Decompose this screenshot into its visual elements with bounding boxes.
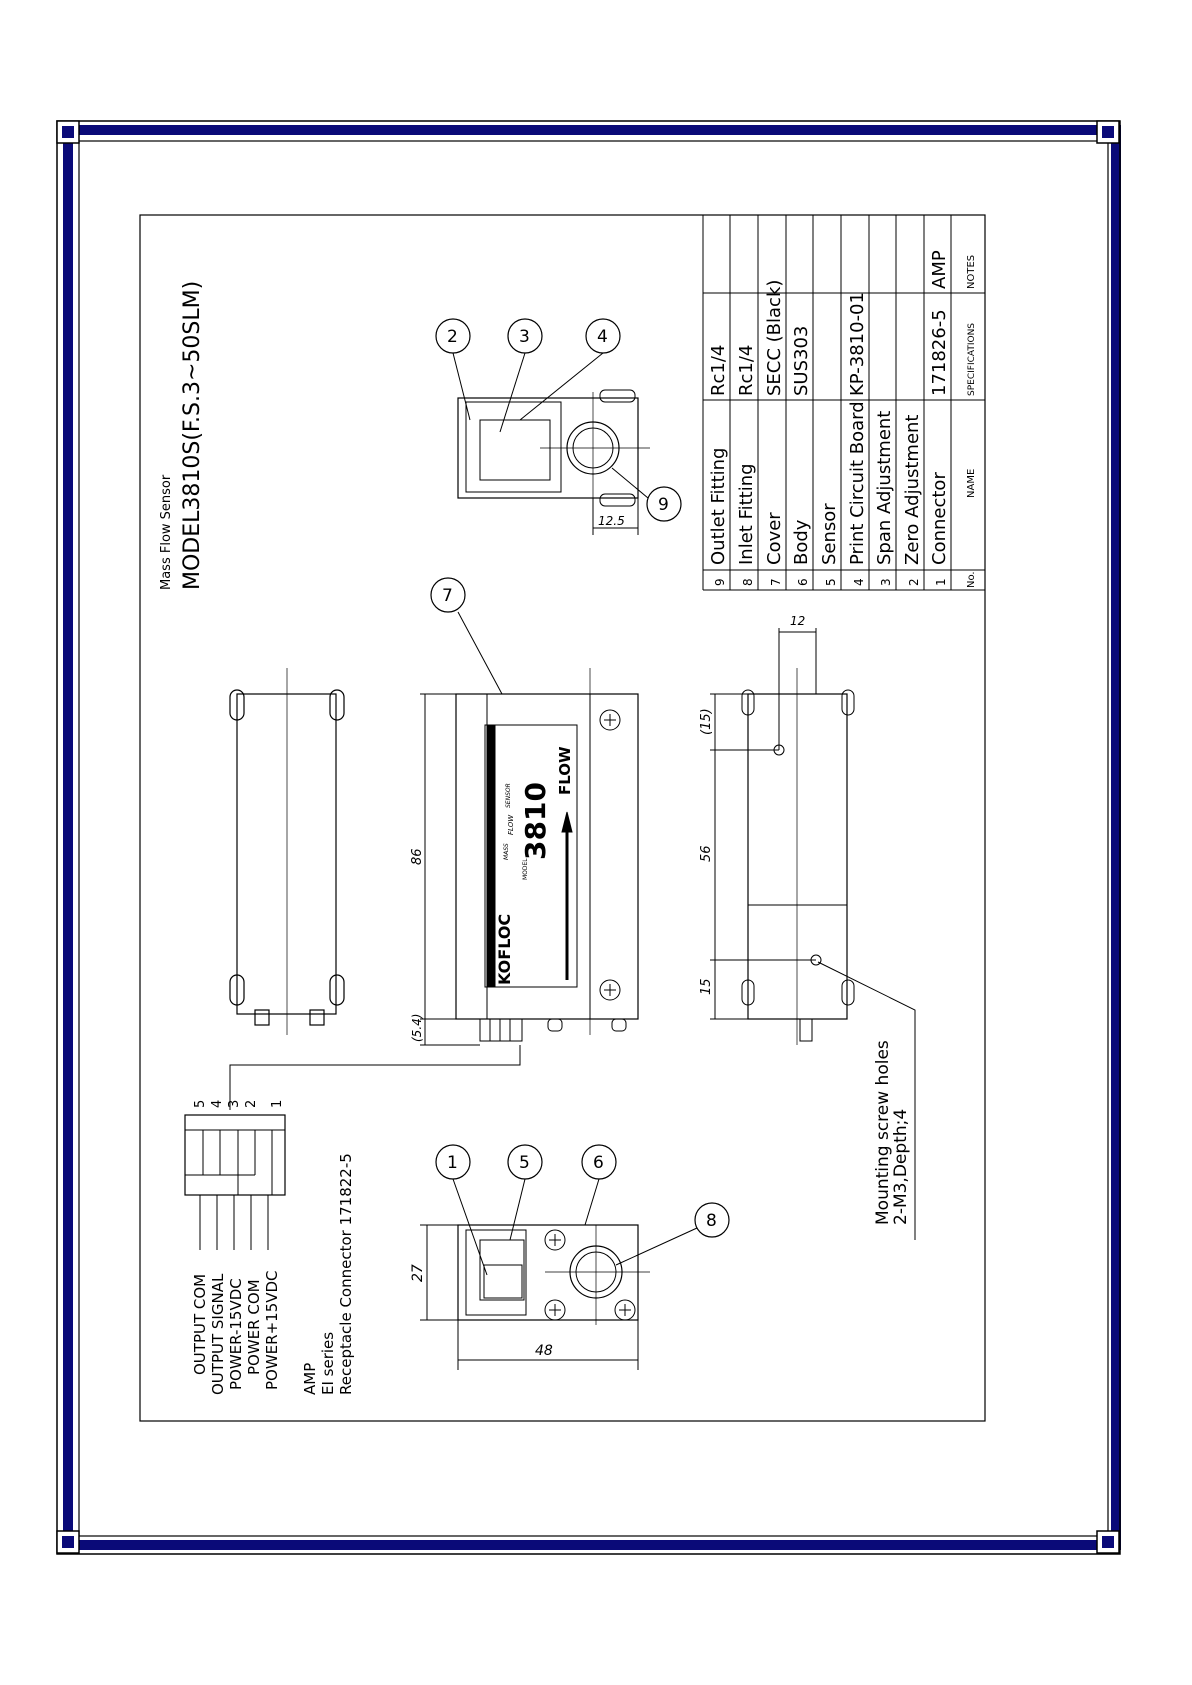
connector-info-series: EI series [319, 1331, 337, 1395]
table-row-name: Span Adjustment [874, 410, 895, 565]
table-row-no: 4 [852, 578, 866, 586]
brand-label-flow: FLOW [507, 814, 515, 835]
table-header-notes-text: NOTES [966, 254, 977, 289]
table-row-name: Sensor [819, 503, 840, 565]
callout-8: 8 [706, 1211, 717, 1231]
table-row-no: 3 [879, 578, 893, 586]
table-row-no: 1 [934, 578, 948, 586]
table-row-no: 2 [907, 578, 921, 586]
flow-label: FLOW [556, 746, 574, 795]
connector-pin-1: 1 [270, 1099, 285, 1108]
callout-1: 1 [447, 1153, 458, 1173]
table-row-no: 8 [741, 578, 755, 586]
table-row-spec: KP-3810-01 [847, 292, 868, 396]
mounting-note-line1: Mounting screw holes [873, 1040, 893, 1225]
table-row-name: Print Circuit Board [847, 401, 868, 565]
table-row-spec: Rc1/4 [736, 344, 757, 396]
mounting-note-line2: 2-M3,Depth;4 [891, 1108, 911, 1225]
signal-power-plus15: POWER+15VDC [263, 1270, 281, 1390]
callout-4: 4 [597, 327, 608, 347]
table-row-name: Connector [929, 472, 950, 565]
dim-12-5-label: 12.5 [598, 514, 625, 528]
connector-pin-4: 4 [210, 1099, 225, 1108]
brand-label-mass: MASS [503, 843, 510, 860]
table-row-spec: SECC (Black) [764, 279, 785, 396]
table-row-no: 5 [824, 578, 838, 586]
table-row-name: Cover [764, 512, 785, 565]
brand-model-number-text: 3810 [519, 782, 552, 860]
table-row-name: Outlet Fitting [708, 447, 729, 565]
title-subtitle-text: Mass Flow Sensor [159, 474, 174, 590]
table-header-name-text: NAME [966, 468, 977, 498]
table-row-spec: Rc1/4 [708, 344, 729, 396]
table-header-spec-text: SPECIFICATIONS [967, 322, 977, 396]
callout-5: 5 [519, 1153, 530, 1173]
connector-pin-2: 2 [244, 1099, 259, 1108]
signal-output-signal: OUTPUT SIGNAL [209, 1273, 227, 1395]
title-model-text: MODEL3810S(F.S.3~50SLM) [180, 280, 205, 590]
signal-power-minus15: POWER-15VDC [227, 1278, 245, 1390]
callouts [431, 319, 729, 1237]
callout-2: 2 [447, 327, 458, 347]
table-row-no: 9 [713, 578, 727, 586]
dim-86 [420, 694, 456, 1019]
brand-label-sensor: SENSOR [505, 783, 512, 808]
dim-15b-label: (15) [699, 708, 714, 735]
signal-power-com: POWER COM [245, 1279, 263, 1375]
callout-9: 9 [658, 495, 669, 515]
table-row-name: Zero Adjustment [902, 414, 923, 565]
parts-table-text [708, 250, 950, 586]
table-row-name: Inlet Fitting [736, 463, 757, 565]
dim-56-label: 56 [699, 845, 714, 862]
dim-15-label: 15 [699, 978, 714, 995]
dim-5-4-label: (5.4) [410, 1013, 424, 1042]
dim-48-label: 48 [535, 1343, 553, 1359]
top-profile-view [230, 668, 344, 1035]
callout-3: 3 [519, 327, 530, 347]
connector-pin-3: 3 [227, 1099, 242, 1108]
connector-info-receptacle: Receptacle Connector 171822-5 [337, 1153, 355, 1395]
table-row-name: Body [791, 519, 812, 565]
dim-5-4 [420, 1019, 480, 1045]
dim-12-label: 12 [790, 614, 806, 628]
callout-6: 6 [593, 1153, 604, 1173]
table-row-notes: AMP [929, 250, 950, 289]
connector-pin-5: 5 [193, 1099, 208, 1108]
table-row-no: 6 [796, 578, 810, 586]
table-header-no-text: No. [966, 571, 977, 588]
table-row-no: 7 [769, 578, 783, 586]
signal-output-com: OUTPUT COM [191, 1273, 209, 1375]
connector-info-amp: AMP [301, 1362, 319, 1395]
dim-27-label: 27 [410, 1264, 426, 1282]
brand-logo-text: KOFLOC [495, 913, 514, 985]
table-row-spec: 171826-5 [929, 309, 950, 396]
table-row-spec: SUS303 [791, 325, 812, 396]
dim-86-label: 86 [410, 848, 425, 865]
brand-label-model: MODEL [522, 858, 529, 880]
callout-7: 7 [442, 586, 453, 606]
